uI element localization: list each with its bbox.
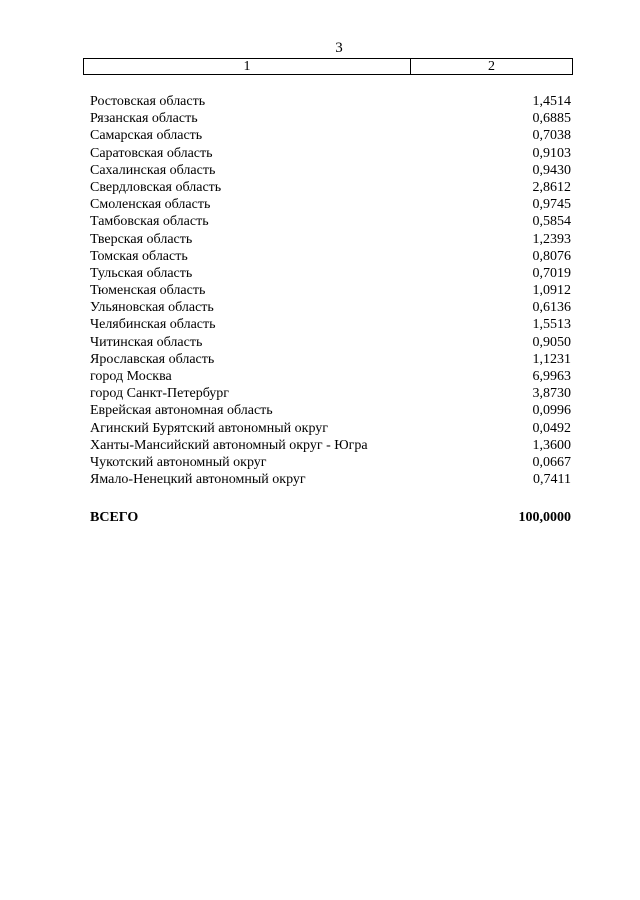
- table-row: [90, 93, 571, 110]
- table-row: [90, 248, 571, 265]
- region-value: 0,8076: [532, 248, 571, 264]
- region-value: 0,9103: [532, 145, 571, 161]
- region-value: 0,9430: [532, 162, 571, 178]
- table-row: [90, 282, 571, 299]
- table-row: [90, 213, 571, 230]
- total-row: [90, 509, 571, 527]
- region-value: 1,0912: [532, 283, 571, 299]
- region-value: 1,5513: [532, 317, 571, 333]
- table-row: [90, 145, 571, 162]
- region-value: 0,9745: [532, 197, 571, 213]
- region-name: город Санкт-Петербург: [90, 386, 230, 402]
- region-value: 1,1231: [532, 351, 571, 367]
- table-row: [90, 196, 571, 213]
- region-name: Томская область: [90, 248, 188, 264]
- table-row: [90, 471, 571, 488]
- table-row: [90, 179, 571, 196]
- table-row: [90, 127, 571, 144]
- region-value: 1,2393: [532, 231, 571, 247]
- region-name: Тюменская область: [90, 283, 206, 299]
- region-name: Саратовская область: [90, 145, 213, 161]
- region-name: Сахалинская область: [90, 162, 216, 178]
- table-row: [90, 299, 571, 316]
- region-value: 1,4514: [532, 94, 571, 109]
- total-label: ВСЕГО: [90, 510, 139, 525]
- region-name: Тульская область: [90, 265, 193, 281]
- region-value: 0,7038: [532, 128, 571, 144]
- region-name: Еврейская автономная область: [90, 403, 273, 419]
- total-value: 100,0000: [518, 510, 571, 525]
- region-name: Ямало-Ненецкий автономный округ: [90, 472, 306, 488]
- region-name: Агинский Бурятский автономный округ: [90, 420, 328, 436]
- region-name: Ульяновская область: [90, 300, 214, 316]
- table-row: [90, 162, 571, 179]
- table-row: [90, 437, 571, 454]
- region-value: 0,7019: [532, 265, 571, 281]
- region-value: 2,8612: [532, 179, 571, 195]
- region-name: Ярославская область: [90, 351, 215, 367]
- column-header-1: 1: [84, 59, 411, 74]
- column-header-2: 2: [488, 59, 495, 74]
- region-value: 0,0667: [532, 454, 571, 470]
- table-row: [90, 385, 571, 402]
- region-value: 6,9963: [532, 369, 571, 384]
- region-name: Чукотский автономный округ: [90, 454, 267, 470]
- table-header: [83, 58, 573, 75]
- table-row: [90, 231, 571, 248]
- region-name: Свердловская область: [90, 179, 222, 195]
- region-name: Тверская область: [90, 231, 193, 247]
- region-name: Самарская область: [90, 128, 203, 144]
- region-value: 0,0996: [532, 403, 571, 419]
- table-row: [90, 316, 571, 333]
- page-number: 3: [335, 40, 343, 56]
- region-value: 0,5854: [532, 214, 571, 230]
- region-name: Рязанская область: [90, 111, 198, 127]
- table-row: [90, 110, 571, 127]
- region-value: 3,8730: [532, 386, 571, 402]
- region-name: Челябинская область: [90, 317, 216, 333]
- region-value: 0,6136: [532, 300, 571, 316]
- region-list: [90, 93, 571, 488]
- region-name: Ростовская область: [90, 94, 206, 109]
- region-name: город Москва: [90, 369, 172, 384]
- region-value: 0,9050: [532, 334, 571, 350]
- table-row: [90, 334, 571, 351]
- region-value: 0,6885: [532, 111, 571, 127]
- region-name: Смоленская область: [90, 197, 211, 213]
- table-row: [90, 402, 571, 419]
- region-value: 0,0492: [532, 420, 571, 436]
- table-row: [90, 351, 571, 368]
- table-row: [90, 368, 571, 385]
- region-name: Тамбовская область: [90, 214, 209, 230]
- region-value: 1,3600: [532, 437, 571, 453]
- table-row: [90, 420, 571, 437]
- region-name: Читинская область: [90, 334, 203, 350]
- region-name: Ханты-Мансийский автономный округ - Югра: [90, 437, 368, 453]
- table-row: [90, 265, 571, 282]
- table-row: [90, 454, 571, 471]
- region-value: 0,7411: [533, 472, 571, 488]
